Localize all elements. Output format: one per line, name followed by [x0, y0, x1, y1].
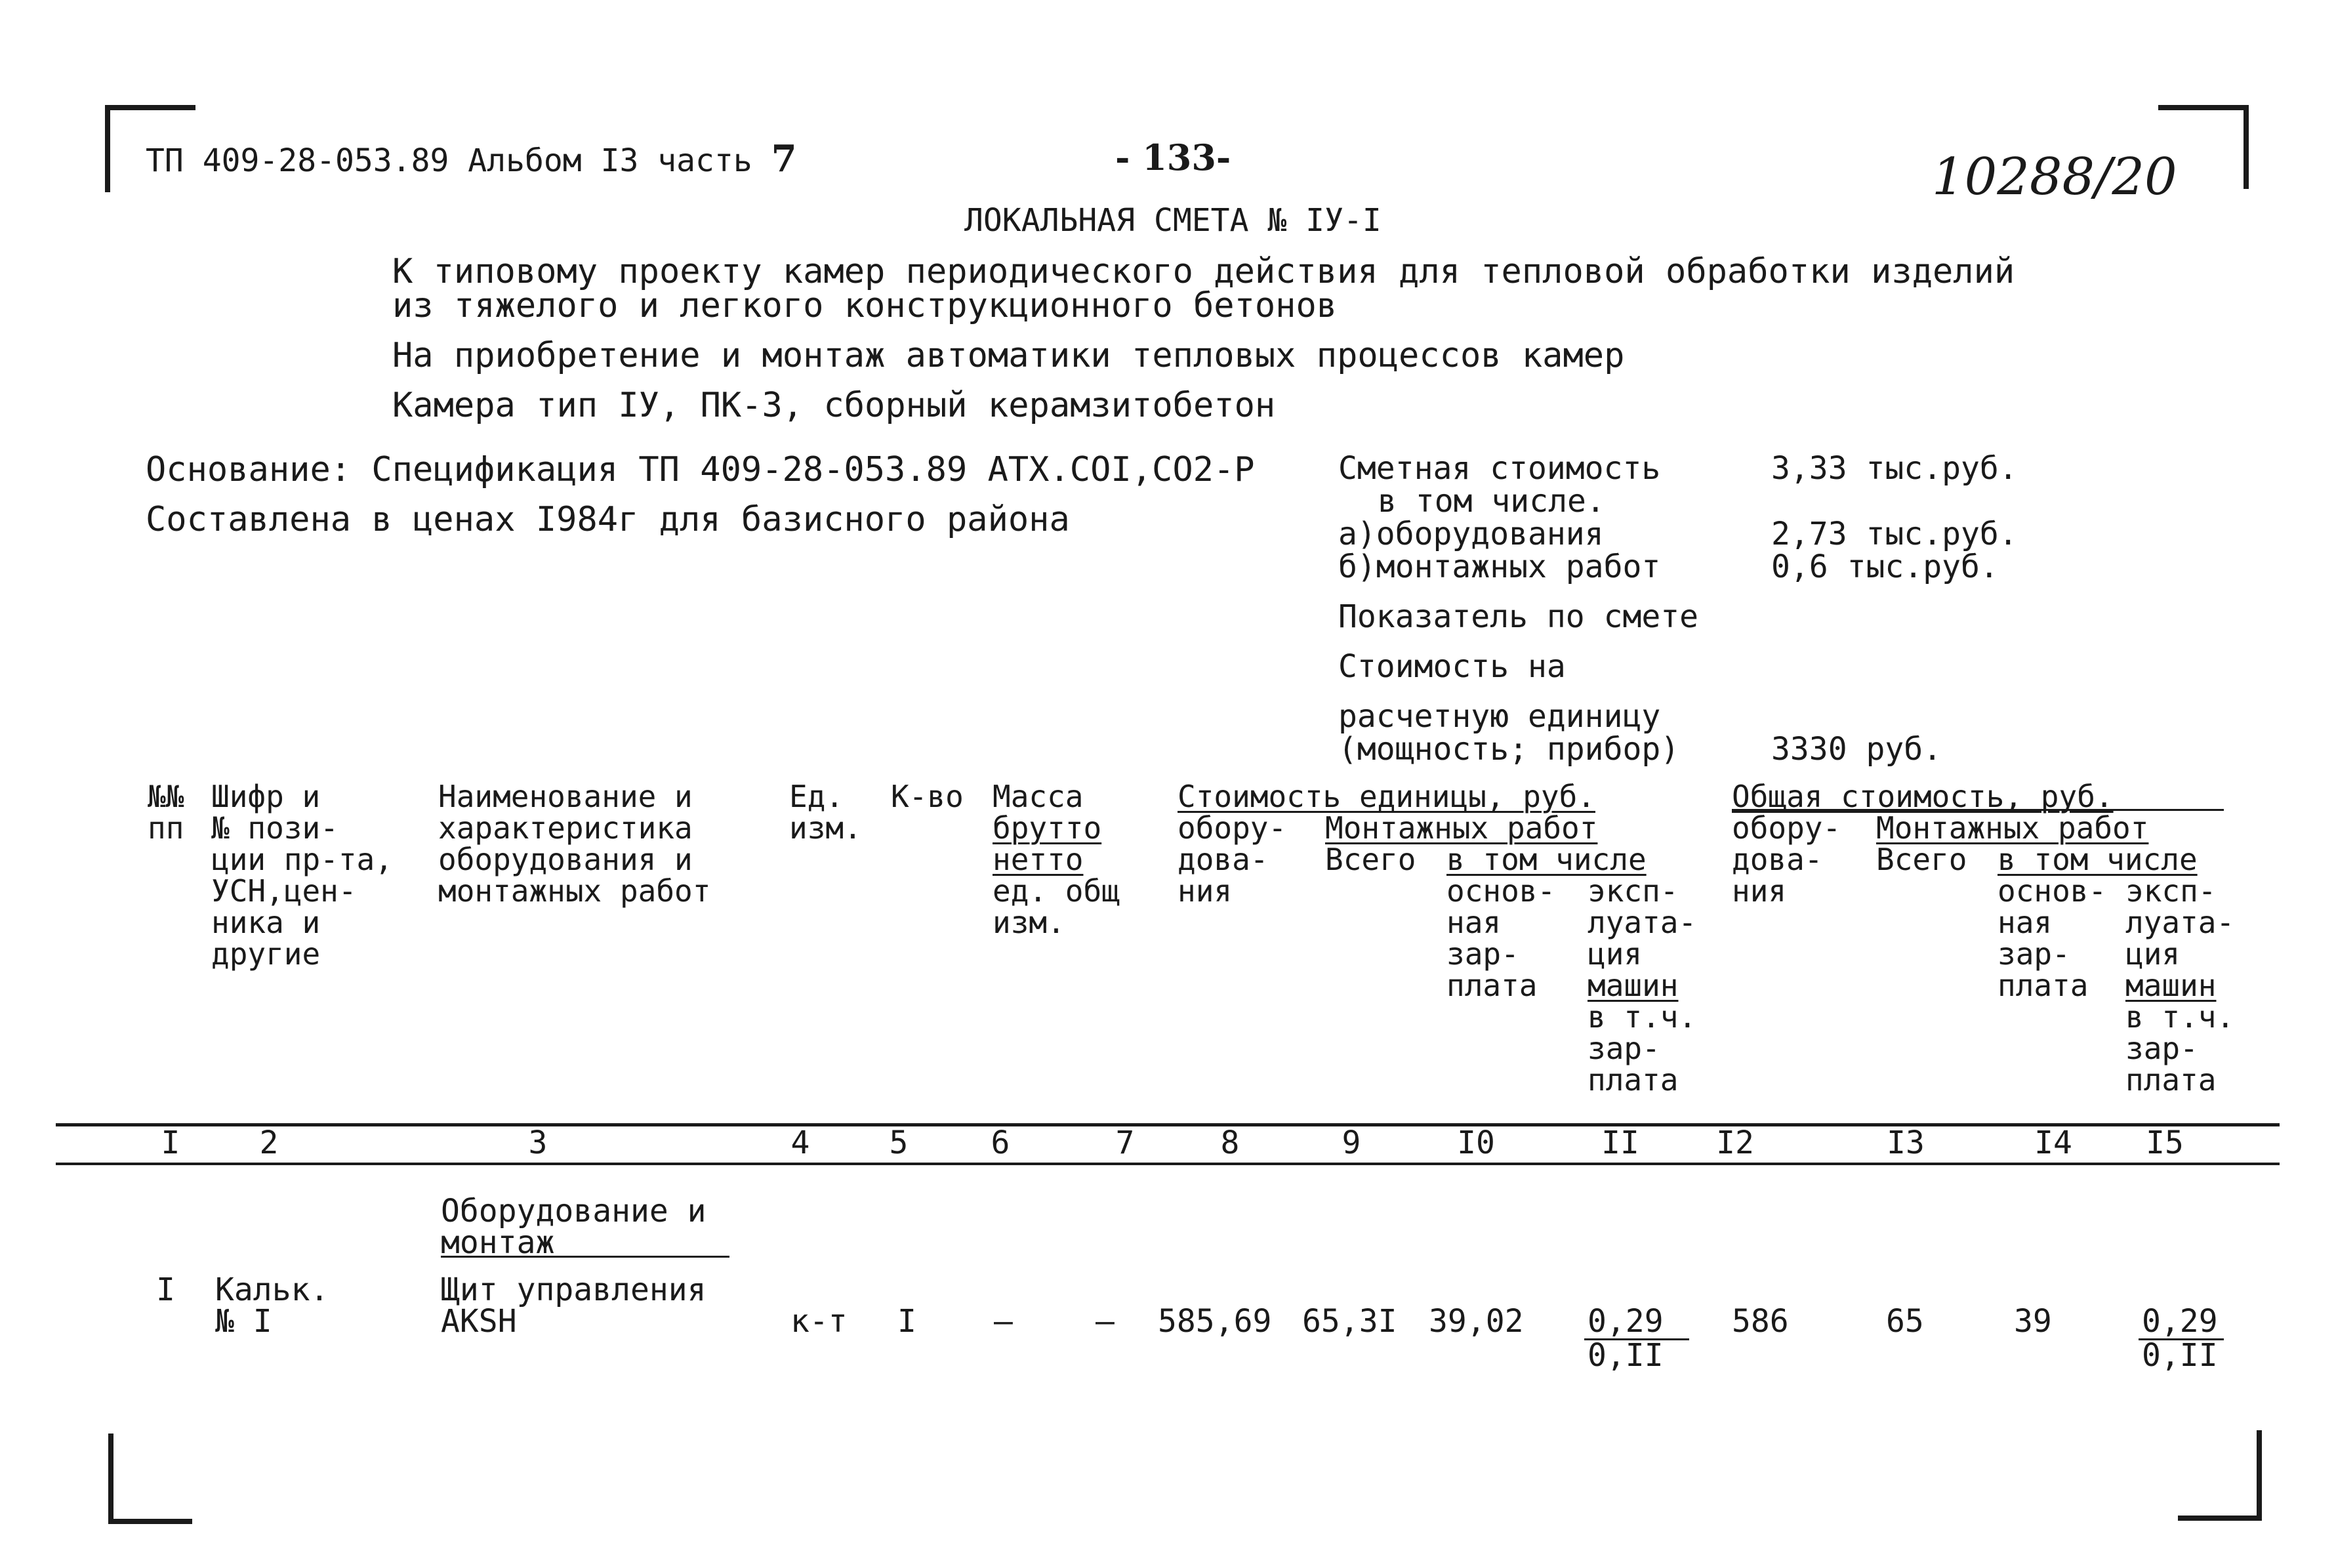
col-num-13: I3 [1887, 1124, 1925, 1161]
column-numbers-bottom-rule [56, 1163, 2280, 1165]
col-num-14: I4 [2034, 1124, 2072, 1161]
total-installation-title: Монтажных работ [1876, 810, 2149, 846]
row-1-total-machine-top: 0,29 [2142, 1303, 2218, 1340]
col-num-11: II [1601, 1124, 1639, 1161]
including-label: в том числе. [1378, 483, 1605, 520]
row-1-total-wage: 39 [2014, 1303, 2052, 1340]
row-1-mass-total: – [1096, 1303, 1115, 1340]
equipment-cost-label: а)оборудования [1338, 516, 1604, 552]
basis-line-1: Основание: Спецификация ТП 409-28-053.89 АТХ.СОI,СО2-Р [146, 450, 1255, 489]
col-num-1: I [161, 1124, 180, 1161]
row-1-num: I [156, 1271, 175, 1308]
section-title: Оборудование и монтаж [441, 1193, 707, 1261]
total-all-header: Всего [1876, 842, 1967, 877]
total-cost-title: Общая стоимость, руб. [1732, 779, 2114, 814]
header-bottom-rule [56, 1123, 2280, 1126]
subtitle-line-4: Камера тип IУ, ПК-3, сборный керамзитобетон [392, 386, 1276, 425]
header-col-2: Шифр и № пози- ции пр-та, УСН,цен- ника и другие [211, 779, 393, 972]
unit-cost-title: Стоимость единицы, руб. [1178, 779, 1595, 814]
row-1-total-equip: 586 [1732, 1303, 1789, 1340]
corner-mark-bottom-left [108, 1434, 192, 1524]
header-col-4: Ед. изм. [789, 779, 862, 846]
document-title: ЛОКАЛЬНАЯ СМЕТА № IУ-I [964, 202, 1382, 239]
col-num-9: 9 [1342, 1124, 1361, 1161]
row-1-unit: к-т [790, 1303, 848, 1340]
col-num-8: 8 [1220, 1124, 1240, 1161]
cost-per-unit-label-2: расчетную единицу [1338, 698, 1661, 735]
doc-ref [146, 137, 797, 180]
cost-per-unit-label-3: (мощность; прибор) [1338, 731, 1680, 768]
section-title-rule [441, 1256, 729, 1258]
total-equipment-header: обору- дова- ния [1732, 810, 1841, 909]
header-col-6-7: Масса брутто нетто ед. общ изм. [993, 779, 1120, 940]
col-num-3: 3 [528, 1124, 548, 1161]
row-1-qty: I [897, 1303, 916, 1340]
subtitle-line-2: из тяжелого и легкого конструкционного бетонов [392, 286, 1338, 325]
total-wage-header: основ- ная зар- плата [1998, 873, 2107, 1003]
basis-line-2: Составлена в ценах I984г для базисного района [146, 500, 1070, 539]
col-num-7: 7 [1115, 1124, 1135, 1161]
col-num-5: 5 [889, 1124, 909, 1161]
unit-incl-header: в том числе [1446, 842, 1647, 877]
header-col-5: К-во [891, 779, 964, 814]
col-num-15: I5 [2146, 1124, 2184, 1161]
subtitle-line-3: На приобретение и монтаж автоматики тепловых процессов камер [392, 336, 1625, 375]
unit-all-header: Всего [1325, 842, 1416, 877]
row-1-equip-cost: 585,69 [1158, 1303, 1272, 1340]
estimated-cost-label: Сметная стоимость [1338, 450, 1661, 487]
installation-cost-value: 0,6 тыс.руб. [1771, 548, 1999, 585]
col-num-4: 4 [790, 1124, 810, 1161]
doc-ref-text: ТП 409-28-053.89 Альбом I3 часть [146, 142, 752, 179]
row-1-code: Кальк. № I [215, 1271, 329, 1340]
unit-installation-title: Монтажных работ [1325, 810, 1598, 846]
installation-cost-label: б)монтажных работ [1338, 548, 1661, 585]
row-1-mass-unit: – [994, 1303, 1013, 1340]
col-num-12: I2 [1716, 1124, 1754, 1161]
estimated-cost-value: 3,33 тыс.руб. [1771, 450, 2018, 487]
unit-cost-value: 3330 руб. [1771, 731, 1942, 768]
unit-equipment-header: обору- дова- ния [1178, 810, 1287, 909]
page-number: - 133- [1115, 136, 1231, 178]
total-incl-header: в том числе [1998, 842, 2198, 877]
subtitle-line-1: К типовому проекту камер периодического действия для тепловой обработки изделий [392, 252, 2015, 291]
row-1-total-all: 65 [1886, 1303, 1924, 1340]
col-num-2: 2 [259, 1124, 279, 1161]
unit-machine-header: эксп- луата- ция машин в т.ч. зар- плата [1588, 873, 1697, 1098]
row-1-name: Щит управления AKSH [441, 1271, 707, 1340]
row-1-machine-top: 0,29 [1588, 1303, 1664, 1340]
handwritten-number: 10288/20 [1932, 148, 2177, 207]
corner-mark-bottom-right [2178, 1430, 2262, 1521]
row-1-total-machine-bottom: 0,II [2142, 1337, 2218, 1374]
total-machine-header: эксп- луата- ция машин в т.ч. зар- плата [2125, 873, 2235, 1098]
indicator-label: Показатель по смете [1338, 598, 1699, 635]
cost-per-unit-label-1: Стоимость на [1338, 648, 1566, 685]
header-col-3: Наименование и характеристика оборудования и монтажных работ [438, 779, 711, 909]
col-num-6: 6 [991, 1124, 1010, 1161]
equipment-cost-value: 2,73 тыс.руб. [1771, 516, 2018, 552]
unit-wage-header: основ- ная зар- плата [1446, 873, 1556, 1003]
part-number: 7 [771, 137, 797, 180]
header-col-1: №№ пп [148, 779, 184, 846]
row-1-machine-bottom: 0,II [1588, 1337, 1664, 1374]
col-num-10: I0 [1457, 1124, 1495, 1161]
row-1-install-all: 65,3I [1302, 1303, 1397, 1340]
row-1-install-wage: 39,02 [1429, 1303, 1524, 1340]
